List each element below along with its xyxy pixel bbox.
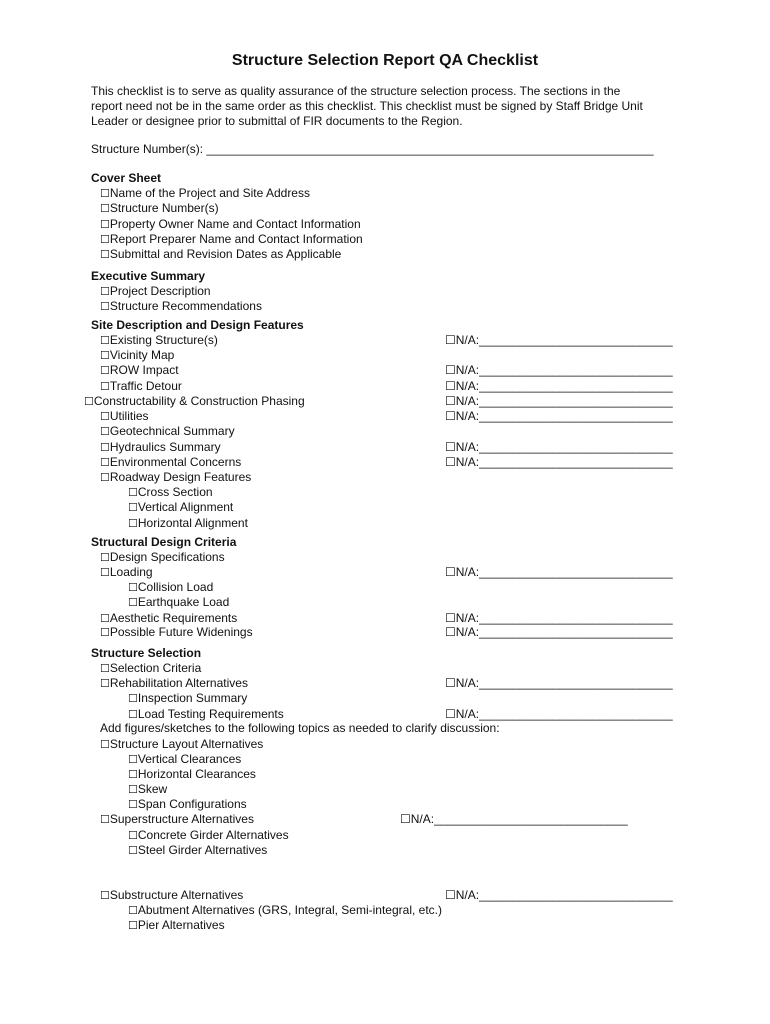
na-field[interactable]: ☐N/A:_____________________________ (445, 363, 673, 377)
checkbox-icon[interactable]: ☐ (100, 350, 110, 362)
checklist-item[interactable]: ☐Selection Criteria (100, 661, 202, 675)
page-title: Structure Selection Report QA Checklist (231, 52, 539, 69)
checklist-subitem[interactable]: ☐Concrete Girder Alternatives (128, 828, 289, 842)
checklist-item[interactable]: ☐Superstructure Alternatives (100, 812, 254, 826)
checklist-subitem[interactable]: ☐Pier Alternatives (128, 918, 225, 932)
checklist-subitem[interactable]: ☐Vertical Alignment (128, 500, 234, 514)
checklist-item[interactable]: ☐Environmental Concerns (100, 455, 242, 469)
na-field[interactable]: ☐N/A:_____________________________ (445, 440, 673, 454)
checklist-item[interactable]: ☐Report Preparer Name and Contact Information (100, 232, 363, 246)
checkbox-icon[interactable]: ☐ (100, 627, 110, 639)
checkbox-icon[interactable]: ☐ (128, 502, 138, 514)
checkbox-icon[interactable]: ☐ (100, 442, 110, 454)
checklist-item[interactable]: ☐Rehabilitation Alternatives (100, 676, 248, 690)
checklist-item[interactable]: ☐Traffic Detour (100, 379, 182, 393)
executive-summary-heading: Executive Summary (91, 269, 206, 283)
cover-sheet-heading: Cover Sheet (91, 171, 162, 185)
site-description-heading: Site Description and Design Features (91, 318, 304, 332)
checklist-subitem[interactable]: ☐Inspection Summary (128, 691, 248, 705)
checklist-item[interactable]: ☐Name of the Project and Site Address (100, 186, 310, 200)
na-field[interactable]: ☐N/A:_____________________________ (445, 888, 673, 902)
structure-selection-heading: Structure Selection (91, 646, 202, 660)
checkbox-icon[interactable]: ☐ (100, 663, 110, 675)
checkbox-icon[interactable]: ☐ (100, 739, 110, 751)
checklist-item[interactable]: ☐Roadway Design Features (100, 470, 252, 484)
checkbox-icon[interactable]: ☐ (100, 457, 110, 469)
na-field[interactable]: ☐N/A:_____________________________ (445, 409, 673, 423)
na-field[interactable]: ☐N/A:_____________________________ (445, 455, 673, 469)
checklist-subitem[interactable]: ☐Abutment Alternatives (GRS, Integral, Semi-integral, etc.) (128, 903, 442, 917)
checkbox-icon[interactable]: ☐ (128, 784, 138, 796)
checkbox-icon[interactable]: ☐ (100, 426, 110, 438)
checklist-subitem[interactable]: ☐Horizontal Clearances (128, 767, 256, 781)
structure-number-field[interactable]: Structure Number(s): ___________________________________________________________________ (91, 142, 654, 156)
checkbox-icon[interactable]: ☐ (128, 920, 138, 932)
checkbox-icon[interactable]: ☐ (100, 234, 110, 246)
na-field[interactable]: ☐N/A:_____________________________ (400, 812, 628, 826)
checklist-item[interactable]: ☐Property Owner Name and Contact Information (100, 217, 361, 231)
checkbox-icon[interactable]: ☐ (100, 567, 110, 579)
na-field[interactable]: ☐N/A:_____________________________ (445, 333, 673, 347)
checkbox-icon[interactable]: ☐ (100, 678, 110, 690)
checkbox-icon[interactable]: ☐ (128, 830, 138, 842)
checklist-subitem[interactable]: ☐Collision Load (128, 580, 214, 594)
checkbox-icon[interactable]: ☐ (100, 814, 110, 826)
checkbox-icon[interactable]: ☐ (128, 487, 138, 499)
checkbox-icon[interactable]: ☐ (128, 597, 138, 609)
checklist-item[interactable]: ☐Structure Number(s) (100, 201, 219, 215)
checkbox-icon[interactable]: ☐ (100, 188, 110, 200)
na-field[interactable]: ☐N/A:_____________________________ (445, 611, 673, 625)
na-field[interactable]: ☐N/A:_____________________________ (445, 707, 673, 721)
checklist-item[interactable]: ☐Existing Structure(s) (100, 333, 218, 347)
checklist-item[interactable]: ☐Substructure Alternatives (100, 888, 244, 902)
checkbox-icon[interactable]: ☐ (100, 411, 110, 423)
checklist-item[interactable]: ☐Aesthetic Requirements (100, 611, 238, 625)
na-field[interactable]: ☐N/A:_____________________________ (445, 394, 673, 408)
checkbox-icon[interactable]: ☐ (100, 335, 110, 347)
checkbox-icon[interactable]: ☐ (100, 365, 110, 377)
checklist-subitem[interactable]: ☐Steel Girder Alternatives (128, 843, 268, 857)
checkbox-icon[interactable]: ☐ (100, 552, 110, 564)
checkbox-icon[interactable]: ☐ (100, 203, 110, 215)
checkbox-icon[interactable]: ☐ (128, 754, 138, 766)
checklist-item[interactable]: ☐Geotechnical Summary (100, 424, 235, 438)
intro-paragraph: This checklist is to serve as quality assurance of the structure selection process. The sections in the report need not be in the same order as this checklist. This checklist must be signed by Staff Bridge Unit Leader or designee prior to submittal of FIR documents to the Region. (91, 84, 643, 128)
checkbox-icon[interactable]: ☐ (100, 286, 110, 298)
checklist-item[interactable]: ☐Hydraulics Summary (100, 440, 221, 454)
checklist-subitem[interactable]: ☐Horizontal Alignment (128, 516, 248, 530)
checklist-item[interactable]: ☐Structure Layout Alternatives (100, 737, 264, 751)
checklist-subitem[interactable]: ☐Load Testing Requirements (128, 707, 284, 721)
checklist-item[interactable]: ☐Vicinity Map (100, 348, 175, 362)
checklist-subitem[interactable]: ☐Span Configurations (128, 797, 247, 811)
checkbox-icon[interactable]: ☐ (100, 301, 110, 313)
checklist-subitem[interactable]: ☐Skew (128, 782, 168, 796)
checklist-item[interactable]: ☐Utilities (100, 409, 149, 423)
checkbox-icon[interactable]: ☐ (100, 890, 110, 902)
checkbox-icon[interactable]: ☐ (100, 249, 110, 261)
na-field[interactable]: ☐N/A:_____________________________ (445, 676, 673, 690)
checklist-item[interactable]: ☐Submittal and Revision Dates as Applicable (100, 247, 342, 261)
na-field[interactable]: ☐N/A:_____________________________ (445, 565, 673, 579)
checkbox-icon[interactable]: ☐ (100, 472, 110, 484)
checkbox-icon[interactable]: ☐ (128, 709, 138, 721)
figures-note: Add figures/sketches to the following topics as needed to clarify discussion: (100, 721, 500, 735)
checkbox-icon[interactable]: ☐ (128, 518, 138, 530)
checklist-item[interactable]: ☐Constructability & Construction Phasing (84, 394, 305, 408)
checklist-item[interactable]: ☐Project Description (100, 284, 211, 298)
checklist-item[interactable]: ☐Loading (100, 565, 153, 579)
checkbox-icon[interactable]: ☐ (128, 582, 138, 594)
na-field[interactable]: ☐N/A:_____________________________ (445, 379, 673, 393)
checklist-item[interactable]: ☐Possible Future Widenings (100, 625, 253, 639)
checkbox-icon[interactable]: ☐ (128, 693, 138, 705)
na-field[interactable]: ☐N/A:_____________________________ (445, 625, 673, 639)
checkbox-icon[interactable]: ☐ (128, 769, 138, 781)
checklist-subitem[interactable]: ☐Vertical Clearances (128, 752, 242, 766)
checklist-subitem[interactable]: ☐Cross Section (128, 485, 213, 499)
checkbox-icon[interactable]: ☐ (128, 845, 138, 857)
checklist-item[interactable]: ☐ROW Impact (100, 363, 179, 377)
checkbox-icon[interactable]: ☐ (128, 905, 138, 917)
checkbox-icon[interactable]: ☐ (100, 381, 110, 393)
checklist-item[interactable]: ☐Design Specifications (100, 550, 225, 564)
checkbox-icon[interactable]: ☐ (84, 396, 94, 408)
checkbox-icon[interactable]: ☐ (128, 799, 138, 811)
checklist-subitem[interactable]: ☐Earthquake Load (128, 595, 230, 609)
structural-design-heading: Structural Design Criteria (91, 535, 237, 549)
checkbox-icon[interactable]: ☐ (100, 219, 110, 231)
checkbox-icon[interactable]: ☐ (100, 613, 110, 625)
checklist-item[interactable]: ☐Structure Recommendations (100, 299, 262, 313)
